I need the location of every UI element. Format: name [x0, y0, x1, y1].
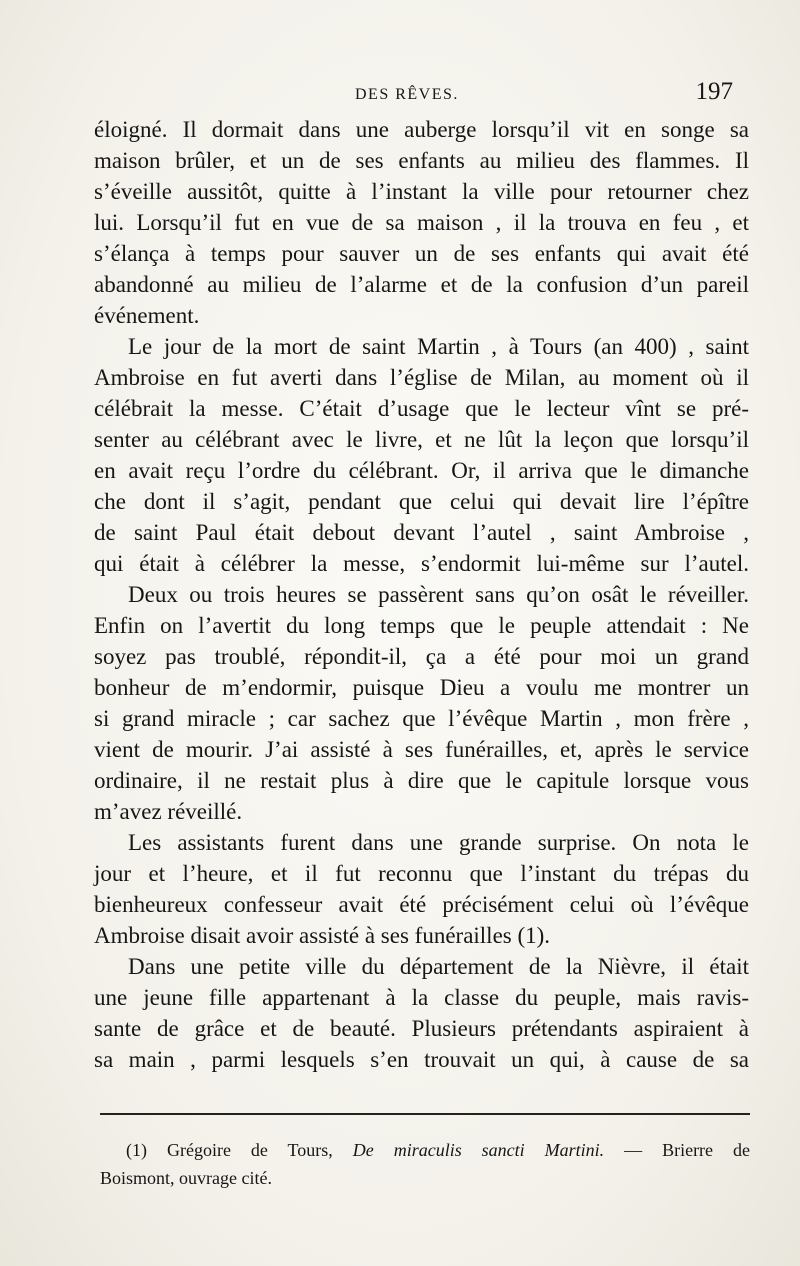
- footnote-work-title: De miraculis sancti Martini.: [352, 1140, 605, 1160]
- text-line: événement.: [94, 303, 200, 328]
- text-line: maison brûler, et un de ses enfants au milieu des flammes. Il: [94, 148, 749, 173]
- body-text: [94, 114, 749, 1075]
- text-line: ordinaire, il ne restait plus à dire que le capitule lorsque vous: [94, 768, 749, 793]
- text-line: s’éveille aussitôt, quitte à l’instant la ville pour retourner chez: [94, 179, 749, 204]
- text-line: s’élança à temps pour sauver un de ses enfants qui avait été: [94, 241, 749, 266]
- text-line: Les assistants furent dans une grande surprise. On nota le: [128, 830, 749, 855]
- footnote-line: Boismont, ouvrage cité.: [100, 1168, 272, 1188]
- running-header: [93, 78, 733, 114]
- footnote-line: [100, 1136, 750, 1164]
- text-line: en avait reçu l’ordre du célébrant. Or, il arriva que le dimanche: [94, 458, 749, 483]
- footnote-marker: (1): [126, 1140, 147, 1160]
- text-line: Dans une petite ville du département de la Nièvre, il était: [128, 954, 749, 979]
- text-line: sante de grâce et de beauté. Plusieurs prétendants aspiraient à: [94, 1016, 749, 1041]
- text-line: Ambroise en fut averti dans l’église de Milan, au moment où il: [94, 365, 749, 390]
- text-line: éloigné. Il dormait dans une auberge lorsqu’il vit en songe sa: [94, 117, 749, 142]
- text-line: bonheur de m’endormir, puisque Dieu a voulu me montrer un: [94, 675, 749, 700]
- footnote-author: Grégoire de Tours,: [166, 1140, 333, 1160]
- text-line: jour et l’heure, et il fut reconnu que l’instant du trépas du: [94, 861, 749, 886]
- footnote-text: — Brierre de: [624, 1140, 750, 1160]
- text-line: Ambroise disait avoir assisté à ses funérailles (1).: [94, 923, 551, 948]
- text-line: qui était à célébrer la messe, s’endormit lui-même sur l’autel.: [94, 551, 749, 576]
- running-title: DES RÊVES.: [355, 86, 459, 103]
- text-line: si grand miracle ; car sachez que l’évêque Martin , mon frère ,: [94, 706, 749, 731]
- footnote-divider: [100, 1113, 750, 1115]
- text-line: vient de mourir. J’ai assisté à ses funérailles, et, après le service: [94, 737, 749, 762]
- text-line: soyez pas troublé, répondit-il, ça a été pour moi un grand: [94, 644, 749, 669]
- page-number: 197: [695, 78, 733, 105]
- text-line: célébrait la messe. C’était d’usage que le lecteur vînt se pré-: [94, 396, 749, 421]
- text-line: une jeune fille appartenant à la classe du peuple, mais ravis-: [94, 985, 749, 1010]
- text-line: senter au célébrant avec le livre, et ne lût la leçon que lorsqu’il: [94, 427, 749, 452]
- footnote: [100, 1136, 750, 1192]
- text-line: Enfin on l’avertit du long temps que le peuple attendait : Ne: [94, 613, 749, 638]
- text-line: lui. Lorsqu’il fut en vue de sa maison , il la trouva en feu , et: [94, 210, 749, 235]
- text-line: Deux ou trois heures se passèrent sans qu’on osât le réveiller.: [128, 582, 749, 607]
- text-line: m’avez réveillé.: [94, 799, 243, 824]
- text-line: sa main , parmi lesquels s’en trouvait un qui, à cause de sa: [94, 1047, 749, 1072]
- text-line: bienheureux confesseur avait été précisément celui où l’évêque: [94, 892, 749, 917]
- text-line: Le jour de la mort de saint Martin , à Tours (an 400) , saint: [128, 334, 749, 359]
- text-line: de saint Paul était debout devant l’autel , saint Ambroise ,: [94, 520, 749, 545]
- text-line: che dont il s’agit, pendant que celui qui devait lire l’épître: [94, 489, 749, 514]
- text-line: abandonné au milieu de l’alarme et de la confusion d’un pareil: [94, 272, 749, 297]
